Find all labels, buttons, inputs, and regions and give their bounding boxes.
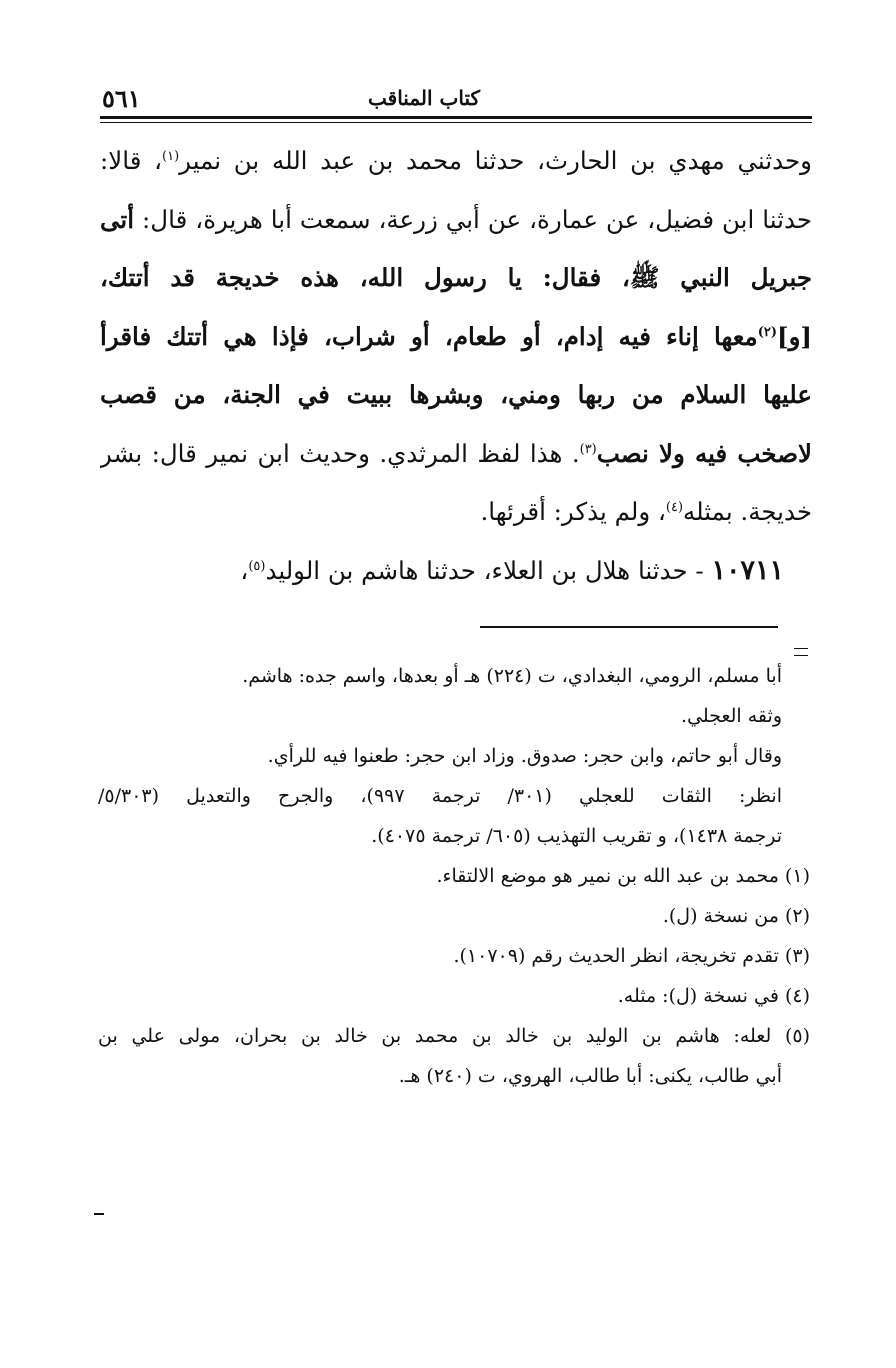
text-line: جبريل النبي ﷺ، فقال: يا رسول الله، هذه خديجة قد أتتك، xyxy=(100,263,812,292)
text-run: معها إناء فيه إدام، أو طعام، أو شراب، فإذا هي أتتك فاقرأ xyxy=(100,321,758,351)
text-run: ، xyxy=(240,555,249,585)
chapter-title: كتاب المناقب xyxy=(368,86,480,110)
text-run: حدثنا ابن فضيل، عن عمارة، عن أبي زرعة، سمعت أبا هريرة، قال: xyxy=(134,204,812,234)
page-number: ٥٦١ xyxy=(102,84,141,113)
text-line xyxy=(100,425,812,484)
main-text xyxy=(100,132,812,600)
footnote-line: وقال أبو حاتم، وابن حجر: صدوق. وزاد ابن حجر: طعنوا فيه للرأي. xyxy=(267,745,782,767)
footnote-ref: (١) xyxy=(162,148,180,164)
text-run: - حدثنا هلال بن العلاء، حدثنا هاشم بن الوليد xyxy=(265,555,712,585)
text-run: خديجة. بمثله xyxy=(683,497,812,526)
text-line xyxy=(100,483,812,542)
text-run: [و] xyxy=(776,321,812,351)
text-line: عليها السلام من ربها ومني، وبشرها ببيت في الجنة، من قصب xyxy=(100,380,812,409)
footnote-ref: (٢) xyxy=(757,324,777,340)
footnote-line: (١) محمد بن عبد الله بن نمير هو موضع الالتقاء. xyxy=(436,865,810,887)
header-rule-thin xyxy=(100,122,812,123)
text-run: ، قالا: xyxy=(100,146,163,175)
footnote-line: (٢) من نسخة (ل). xyxy=(662,905,810,927)
page-end-mark xyxy=(94,1213,104,1215)
text-line xyxy=(100,191,812,250)
footnotes xyxy=(98,656,810,1096)
footnote-ref: (٣) xyxy=(579,441,597,457)
text-line xyxy=(100,542,812,601)
text-run: . هذا لفظ المرثدي. وحديث ابن نمير قال: بشر xyxy=(100,438,580,468)
footnote-line: أبي طالب، يكنى: أبا طالب، الهروي، ت (٢٤٠) هـ. xyxy=(398,1065,782,1087)
text-run-bold: أتى xyxy=(100,204,135,234)
text-run: وحدثني مهدي بن الحارث، حدثنا محمد بن عبد الله بن نمير xyxy=(179,146,812,175)
hadith-number: ١٠٧١١ xyxy=(711,554,784,586)
header-rule-thick xyxy=(100,116,812,119)
footnote-line: (٤) في نسخة (ل): مثله. xyxy=(617,985,810,1007)
footnote-line: (٣) تقدم تخريجة، انظر الحديث رقم (١٠٧٠٩). xyxy=(453,945,810,967)
page-header xyxy=(100,82,812,116)
footnote-ref: (٤) xyxy=(665,499,684,515)
footnote-continuation-mark xyxy=(794,648,808,656)
footnote-line: انظر: الثقات للعجلي (٣٠١/ ترجمة ٩٩٧)، والجرح والتعديل (٥/٣٠٣/ xyxy=(98,785,783,807)
footnote-line: (٥) لعله: هاشم بن الوليد بن خالد بن محمد بن خالد بن بحران، مولى علي بن xyxy=(98,1025,810,1047)
footnote-line: أبا مسلم، الرومي، البغدادي، ت (٢٢٤) هـ أو بعدها، واسم جده: هاشم. xyxy=(242,665,782,687)
text-line xyxy=(100,132,812,191)
footnote-ref: (٥) xyxy=(248,558,266,574)
footnote-separator xyxy=(480,626,778,628)
text-run: ، ولم يذكر: أقرئها. xyxy=(480,497,666,526)
text-run-bold: لاصخب فيه ولا نصب xyxy=(596,438,812,468)
text-line xyxy=(100,308,812,367)
footnote-line: ترجمة ١٤٣٨)، و تقريب التهذيب (٦٠٥/ ترجمة ٤٠٧٥). xyxy=(371,825,782,847)
footnote-line: وثقه العجلي. xyxy=(681,705,782,727)
